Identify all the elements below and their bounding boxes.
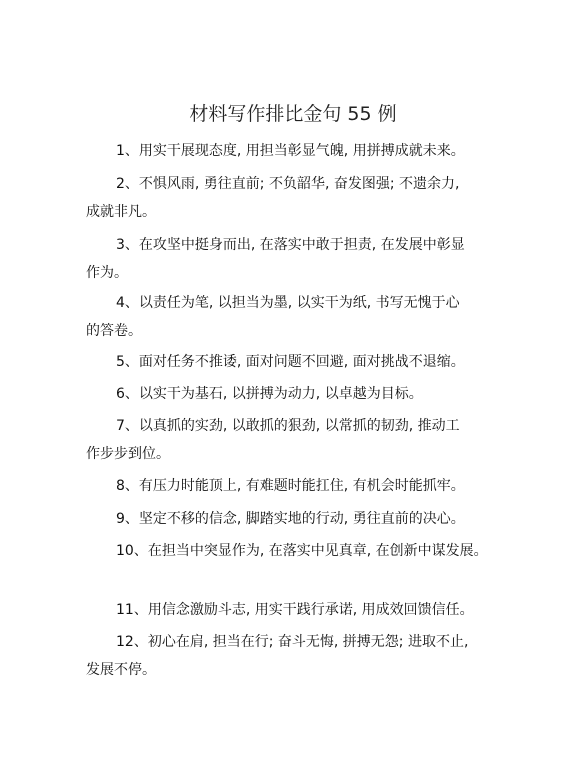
item-line: 5、面对任务不推诿, 面对问题不回避, 面对挑战不退缩。 — [116, 354, 465, 370]
item-line: 发展不停。 — [86, 662, 156, 678]
list-item — [86, 416, 506, 464]
list-item — [86, 384, 506, 404]
item-line: 9、坚定不移的信念, 脚踏实地的行动, 勇往直前的决心。 — [116, 511, 465, 527]
list-item — [86, 509, 506, 529]
list-item — [86, 632, 506, 680]
item-line: 作步步到位。 — [86, 446, 170, 462]
list-item — [86, 235, 506, 283]
item-line: 7、以真抓的实劲, 以敢抓的狠劲, 以常抓的韧劲, 推动工 — [116, 418, 460, 434]
item-line: 10、在担当中突显作为, 在落实中见真章, 在创新中谋发展。 — [116, 543, 488, 559]
item-line: 2、不惧风雨, 勇往直前; 不负韶华, 奋发图强; 不遗余力, — [116, 176, 460, 192]
item-line: 11、用信念激励斗志, 用实干践行承诺, 用成效回馈信任。 — [116, 602, 474, 618]
item-line: 4、以责任为笔, 以担当为墨, 以实干为纸, 书写无愧于心 — [116, 295, 460, 311]
item-line: 8、有压力时能顶上, 有难题时能扛住, 有机会时能抓牢。 — [116, 478, 465, 494]
page-title: 材料写作排比金句 55 例 — [189, 103, 397, 125]
list-item — [86, 541, 506, 561]
item-line: 3、在攻坚中挺身而出, 在落实中敢于担责, 在发展中彰显 — [116, 237, 465, 253]
item-line: 12、初心在肩, 担当在行; 奋斗无悔, 拼搏无怨; 进取不止, — [116, 634, 469, 650]
list-item — [86, 352, 506, 372]
list-item — [86, 476, 506, 496]
item-line: 作为。 — [86, 265, 128, 281]
list-item — [86, 174, 506, 222]
list-item — [86, 600, 506, 620]
item-line: 的答卷。 — [86, 323, 142, 339]
item-line: 6、以实干为基石, 以拼搏为动力, 以卓越为目标。 — [116, 386, 423, 402]
list-item — [86, 141, 506, 161]
item-line: 1、用实干展现态度, 用担当彰显气魄, 用拼搏成就未来。 — [116, 143, 465, 159]
list-item — [86, 293, 506, 341]
item-line: 成就非凡。 — [86, 204, 156, 220]
